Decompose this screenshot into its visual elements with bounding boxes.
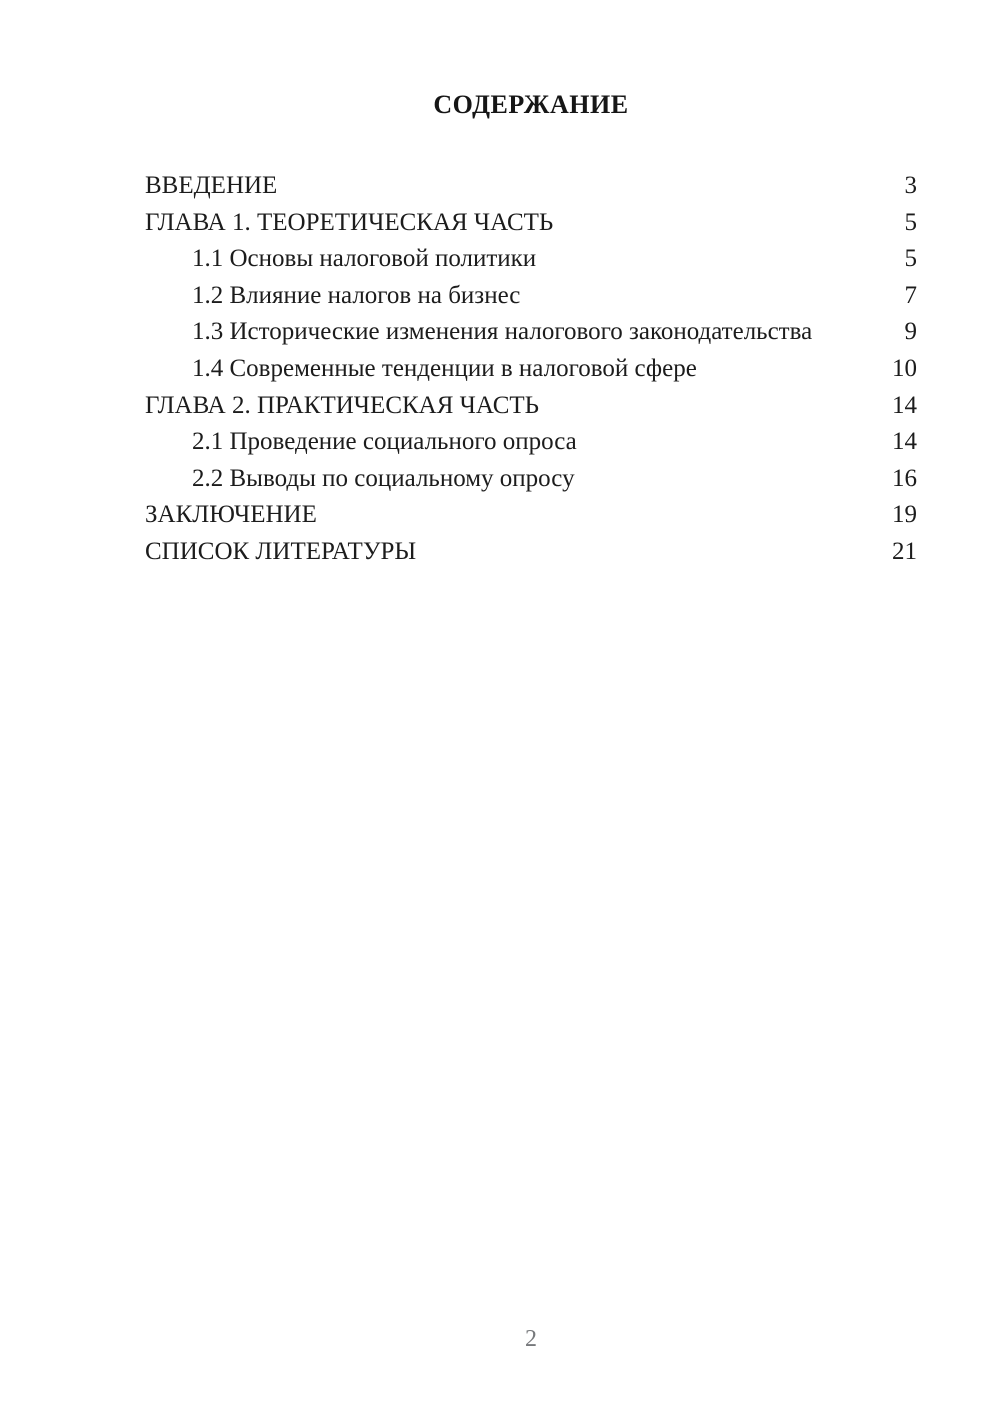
toc-entry-label: ГЛАВА 1. ТЕОРЕТИЧЕСКАЯ ЧАСТЬ (145, 208, 554, 236)
toc-entry (145, 205, 917, 242)
page-title: СОДЕРЖАНИЕ (433, 90, 629, 119)
toc-entry-page-number: 19 (892, 501, 917, 529)
toc-entry-page-number: 3 (904, 172, 917, 199)
toc-entry (145, 461, 917, 498)
toc-entry-page-number: 16 (892, 464, 917, 492)
toc-entry-page-number: 10 (892, 354, 917, 382)
toc-entry-label: 1.1 Основы налоговой политики (192, 245, 537, 273)
toc-entry-page-number: 7 (904, 281, 917, 309)
toc-entry (145, 534, 917, 571)
toc-entry-page-number: 14 (892, 391, 917, 419)
toc-entry-label: 1.4 Современные тенденции в налоговой сфере (192, 354, 697, 382)
toc-entry-label: 1.3 Исторические изменения налогового законодательства (192, 318, 813, 346)
toc-entry-label: 2.2 Выводы по социальному опросу (192, 464, 575, 492)
toc-entry (145, 314, 917, 351)
toc-entry-label: СПИСОК ЛИТЕРАТУРЫ (145, 537, 417, 565)
toc-entry-label: ГЛАВА 2. ПРАКТИЧЕСКАЯ ЧАСТЬ (145, 391, 540, 419)
toc-entry-page-number: 14 (892, 428, 917, 456)
footer-page-number: 2 (525, 1326, 537, 1352)
toc-list (145, 168, 917, 571)
toc-entry-label: 1.2 Влияние налогов на бизнес (192, 281, 521, 309)
toc-entry (145, 497, 917, 534)
toc-entry (145, 424, 917, 461)
toc-entry (145, 168, 917, 205)
toc-entry-page-number: 9 (904, 318, 917, 346)
toc-entry (145, 388, 917, 425)
toc-entry-label: 2.1 Проведение социального опроса (192, 428, 577, 456)
toc-entry-page-number: 5 (904, 208, 917, 236)
toc-entry-label: ЗАКЛЮЧЕНИЕ (145, 501, 317, 529)
toc-entry (145, 241, 917, 278)
toc-entry (145, 351, 917, 388)
toc-entry-label: ВВЕДЕНИЕ (145, 172, 278, 199)
page-content (145, 0, 917, 571)
toc-entry-page-number: 5 (904, 245, 917, 273)
toc-entry (145, 278, 917, 315)
toc-entry-page-number: 21 (892, 537, 917, 565)
